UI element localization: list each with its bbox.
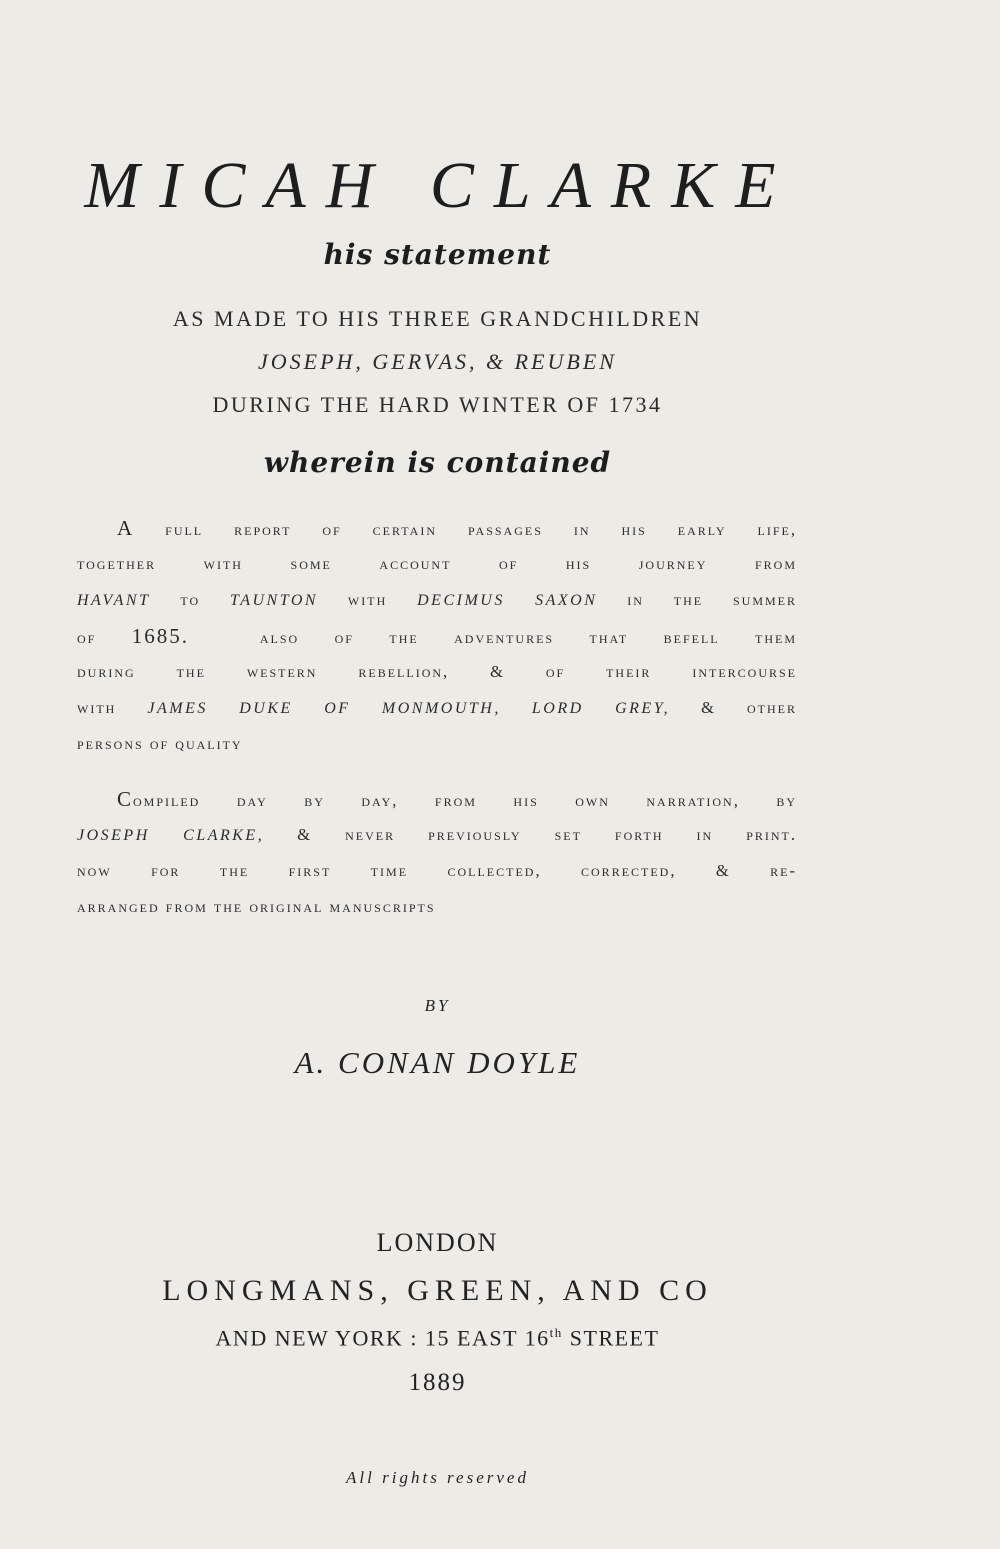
dedication-line-1: AS MADE TO HIS THREE GRANDCHILDREN — [172, 306, 703, 331]
contained-heading: wherein is contained — [263, 446, 612, 479]
para1-line-2: together with some account of his journey from — [77, 554, 797, 573]
para2-line-3: now for the first time collected, corrected, & re- — [77, 861, 797, 880]
book-title: MICAH CLARKE — [84, 149, 796, 222]
para1-line-1: A full report of certain passages in his early life, — [117, 516, 797, 540]
dedication-line-3: DURING THE HARD WINTER OF 1734 — [212, 392, 663, 417]
para2-line-4: arranged from the original manuscripts — [77, 897, 436, 916]
imprint-city: LONDON — [376, 1228, 499, 1257]
compiled-paragraph — [77, 781, 797, 925]
para1-line-6: with JAMES DUKE OF MONMOUTH, LORD GREY, & other — [77, 698, 798, 717]
subtitle: his statement — [323, 238, 552, 271]
author-name: A. CONAN DOYLE — [294, 1045, 581, 1080]
by-label: BY — [424, 996, 451, 1015]
publisher-name: LONGMANS, GREEN, AND CO — [162, 1274, 713, 1307]
rights-notice: All rights reserved — [346, 1468, 529, 1487]
dedication-line-2: JOSEPH, GERVAS, & REUBEN — [258, 349, 617, 374]
publisher-address: AND NEW YORK : 15 EAST 16th STREET — [215, 1325, 660, 1351]
publication-year: 1889 — [408, 1369, 467, 1396]
para1-line-3: HAVANT to TAUNTON with DECIMUS SAXON in the summer — [77, 590, 797, 609]
para2-line-1: Compiled day by day, from his own narration, by — [117, 787, 797, 811]
para1-line-7: persons of quality — [77, 734, 243, 753]
para1-line-5: during the western rebellion, & of their intercourse — [77, 662, 797, 681]
para2-line-2: JOSEPH CLARKE, & never previously set forth in print. — [77, 825, 798, 844]
contents-paragraph — [77, 510, 797, 762]
para1-line-4: of 1685. also of the adventures that befell them — [77, 624, 798, 648]
